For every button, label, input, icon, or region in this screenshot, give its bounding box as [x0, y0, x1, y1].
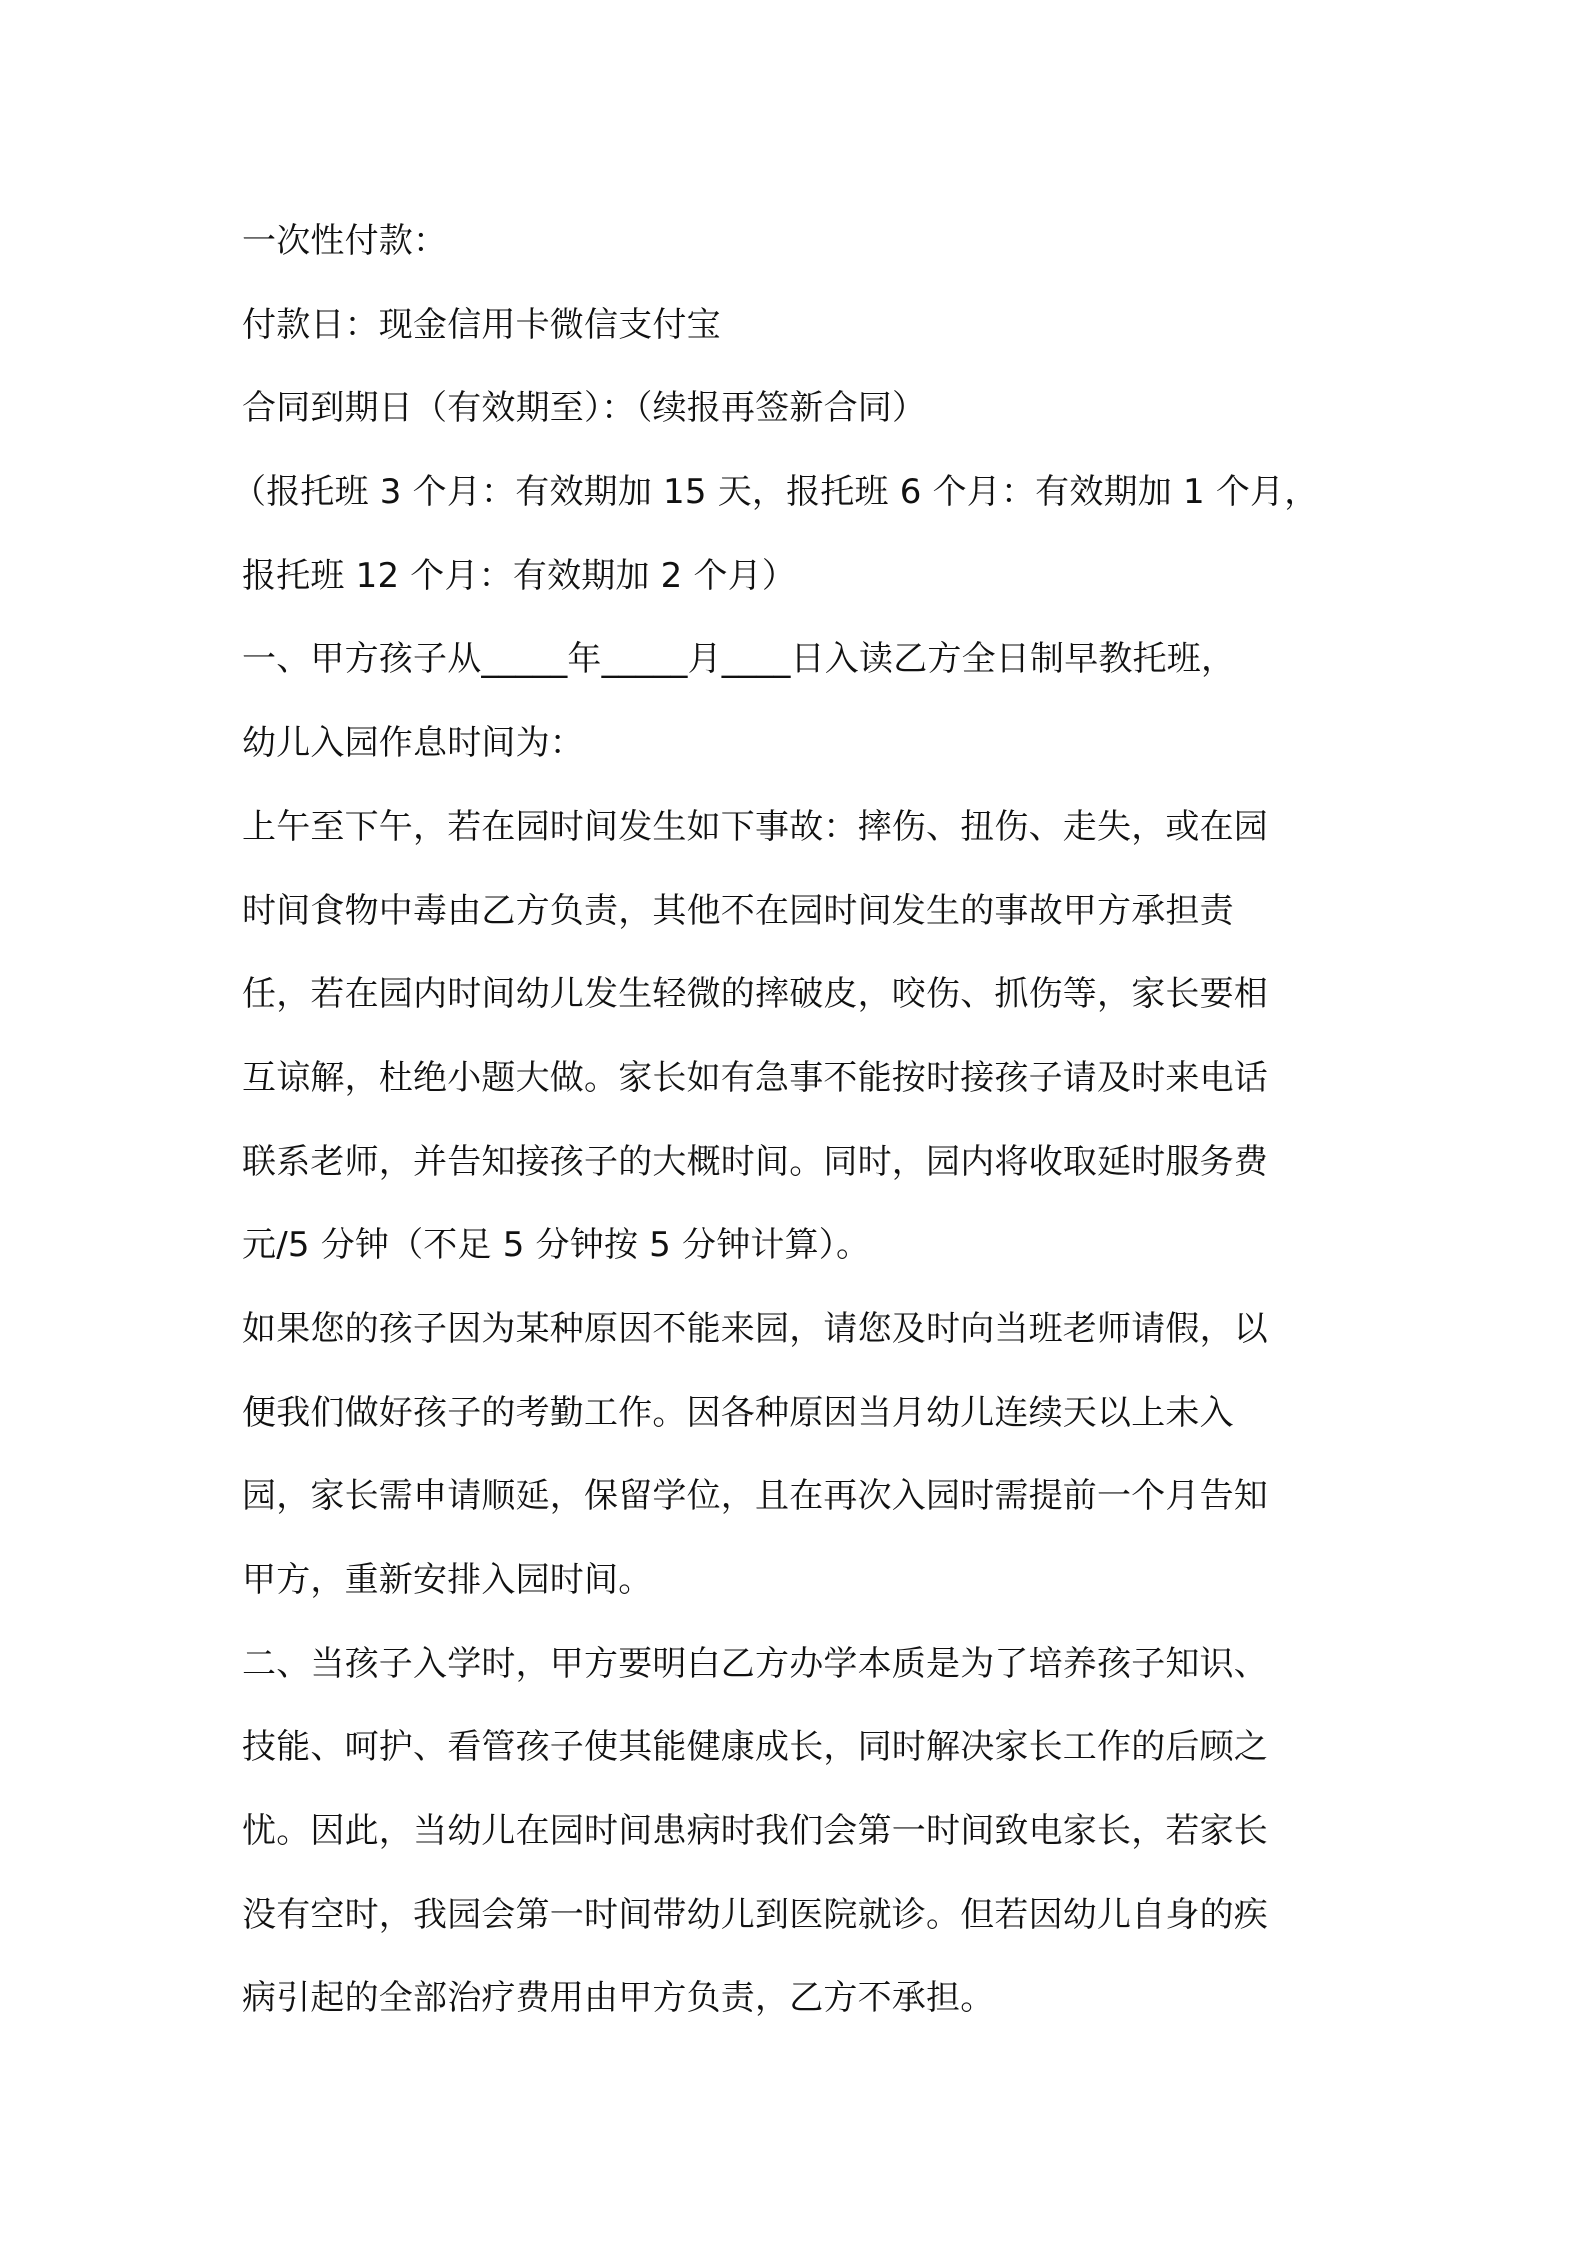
- text-line: 互谅解，杜绝小题大做。家长如有急事不能按时接孩子请及时来电话: [242, 1057, 1268, 1098]
- text-line: 合同到期日（有效期至）：（续报再签新合同）: [242, 388, 927, 429]
- text-line: 时间食物中毒由乙方负责，其他不在园时间发生的事故甲方承担责: [242, 890, 1234, 931]
- text-line: 上午至下午，若在园时间发生如下事故：摔伤、扭伤、走失，或在园: [242, 806, 1268, 847]
- text-line: 如果您的孩子因为某种原因不能来园，请您及时向当班老师请假，以: [242, 1308, 1268, 1349]
- text-line: 报托班 12 个月：有效期加 2 个月）: [242, 555, 797, 596]
- text-line: 病引起的全部治疗费用由甲方负责，乙方不承担。: [242, 1978, 995, 2019]
- text-line: 一次性付款：: [242, 221, 448, 261]
- text-line: 甲方，重新安排入园时间。: [242, 1560, 653, 1600]
- text-line: 技能、呵护、看管孩子使其能健康成长，同时解决家长工作的后顾之: [242, 1727, 1268, 1768]
- text-line: 幼儿入园作息时间为：: [242, 723, 584, 764]
- text-line: 便我们做好孩子的考勤工作。因各种原因当月幼儿连续天以上未入: [242, 1392, 1234, 1433]
- text-line: 一、甲方孩子从_____年_____月____日入读乙方全日制早教托班，: [242, 639, 1236, 680]
- text-line: 园，家长需申请顺延，保留学位，且在再次入园时需提前一个月告知: [242, 1476, 1268, 1517]
- text-line: （报托班 3 个月：有效期加 15 天，报托班 6 个月：有效期加 1 个月，: [232, 472, 1319, 513]
- text-line: 付款日：现金信用卡微信支付宝: [242, 304, 721, 345]
- text-line: 没有空时，我园会第一时间带幼儿到医院就诊。但若因幼儿自身的疾: [242, 1894, 1268, 1935]
- text-line: 元/5 分钟（不足 5 分钟按 5 分钟计算）。: [242, 1225, 871, 1266]
- text-line: 忧。因此，当幼儿在园时间患病时我们会第一时间致电家长，若家长: [242, 1811, 1268, 1852]
- text-line: 联系老师，并告知接孩子的大概时间。同时，园内将收取延时服务费: [242, 1141, 1268, 1182]
- text-line: 任，若在园内时间幼儿发生轻微的摔破皮，咬伤、抓伤等，家长要相: [242, 974, 1268, 1015]
- text-line: 二、当孩子入学时，甲方要明白乙方办学本质是为了培养孩子知识、: [242, 1643, 1268, 1684]
- contract-text: [232, 200, 1362, 2041]
